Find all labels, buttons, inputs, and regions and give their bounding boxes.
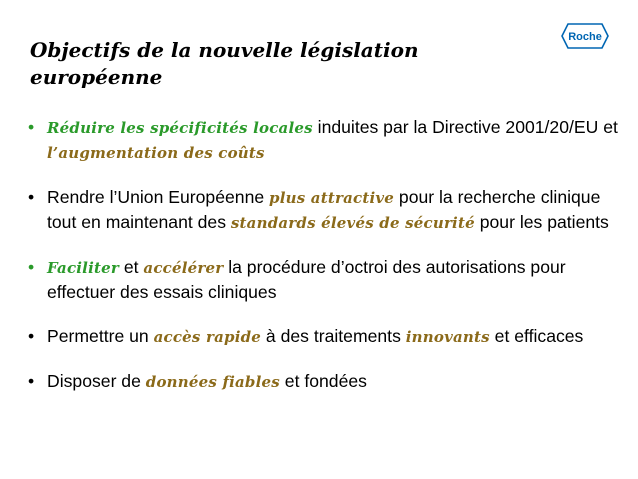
slide-title: Objectifs de la nouvelle législation européenne — [30, 38, 419, 89]
bullet-text: Permettre un — [47, 326, 154, 346]
bullet-text: à des traitements — [261, 326, 406, 346]
bullet-item — [28, 369, 618, 394]
bullet-item — [28, 185, 618, 235]
bullet-text: Rendre l’Union Européenne — [47, 187, 270, 207]
bullet-dot-icon: • — [28, 326, 35, 346]
bullet-highlight: accélérer — [143, 259, 224, 277]
bullet-text: induites par la Directive 2001/20/EU et — [312, 117, 618, 137]
bullet-highlight: standards élevés de sécurité — [230, 214, 475, 232]
bullet-list — [28, 115, 618, 394]
bullet-text: pour la recherche clinique tout en maintenant des — [47, 187, 601, 232]
bullet-text: et efficaces — [489, 326, 584, 346]
bullet-highlight: Faciliter — [47, 259, 119, 277]
bullet-text: la procédure d’octroi des autorisations pour effectuer des essais cliniques — [47, 257, 566, 302]
bullet-text: et — [118, 257, 144, 277]
bullet-highlight: innovants — [405, 328, 490, 346]
bullet-highlight: plus attractive — [269, 189, 395, 207]
bullet-highlight: données fiables — [145, 373, 280, 391]
bullet-dot-icon: • — [28, 257, 35, 277]
bullet-item — [28, 255, 618, 304]
bullet-text: pour les patients — [474, 212, 609, 232]
bullet-dot-icon: • — [28, 371, 35, 391]
logo-text: Roche — [568, 31, 602, 43]
bullet-highlight: Réduire les spécificités locales — [47, 119, 313, 137]
bullet-item — [28, 324, 618, 349]
bullet-highlight: accès rapide — [153, 328, 262, 346]
roche-logo — [561, 23, 609, 49]
bullet-highlight: l’augmentation des coûts — [47, 144, 265, 162]
bullet-dot-icon: • — [28, 187, 35, 207]
bullet-text: Disposer de — [47, 371, 146, 391]
bullet-text: et fondées — [279, 371, 367, 391]
bullet-dot-icon: • — [28, 117, 35, 137]
bullet-item — [28, 115, 618, 165]
